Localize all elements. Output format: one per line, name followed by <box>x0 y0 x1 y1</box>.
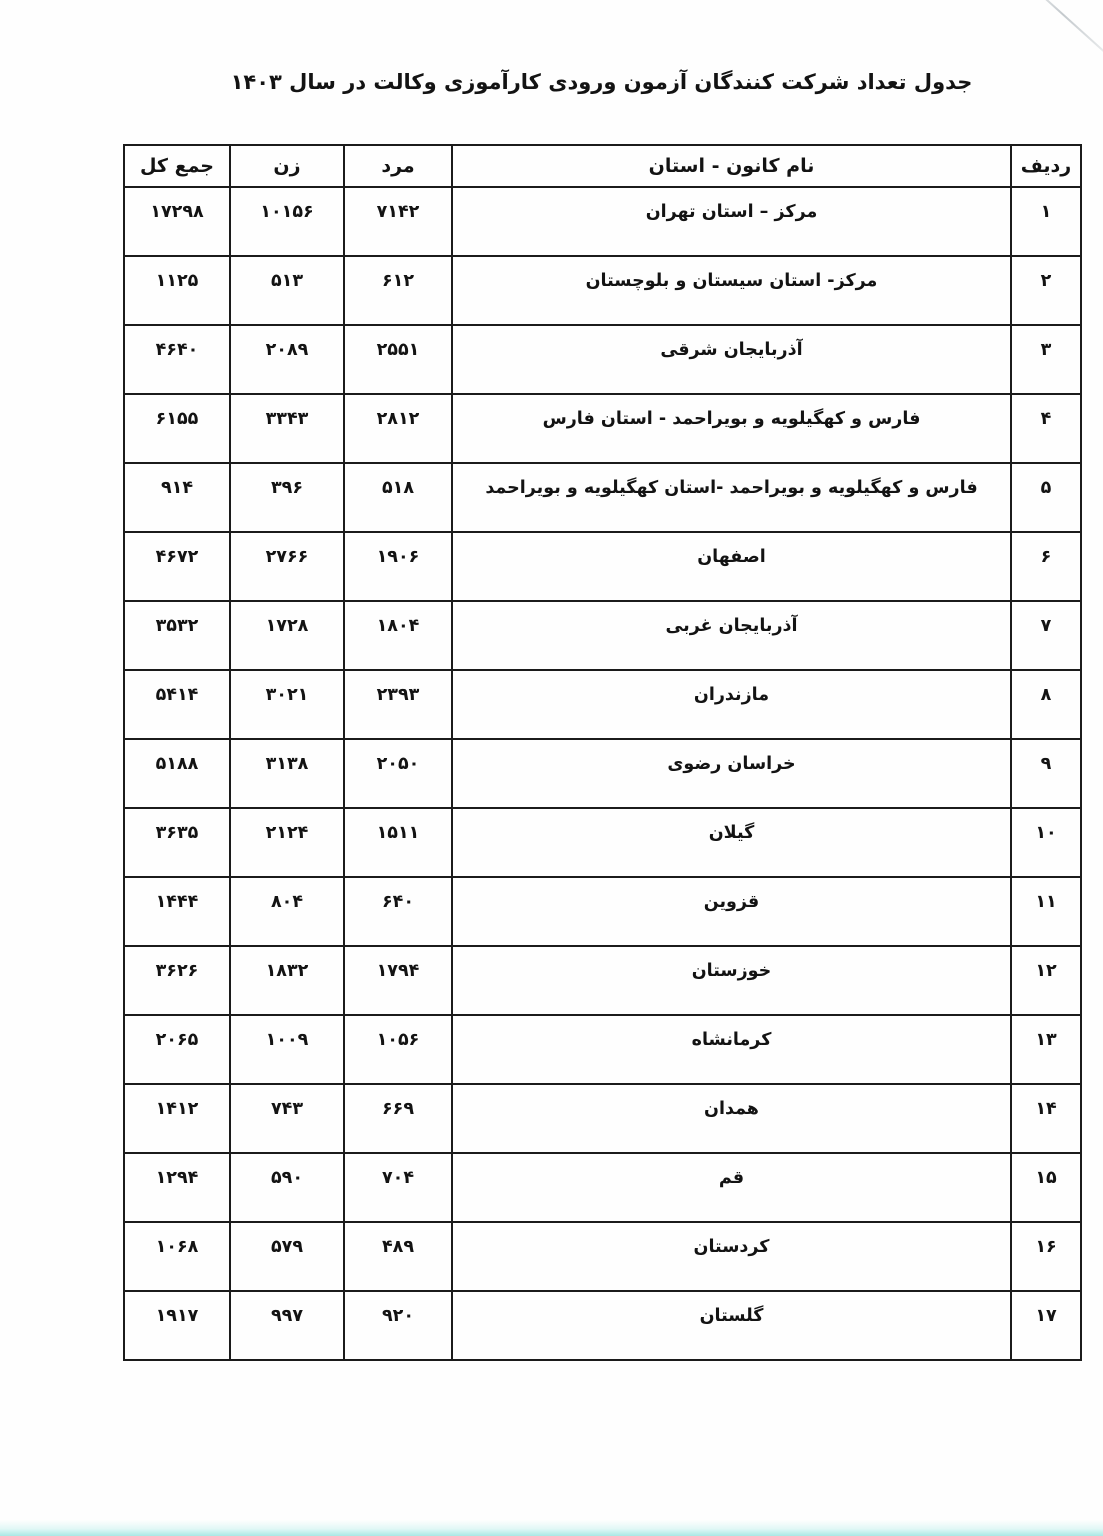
table-row <box>124 187 1081 256</box>
cell-men-count: ۴۸۹ <box>344 1222 452 1291</box>
table-row <box>124 877 1081 946</box>
cell-row-number: ۵ <box>1011 463 1081 532</box>
cell-province-name: مرکز- استان سیستان و بلوچستان <box>452 256 1011 325</box>
header-row <box>124 145 1081 187</box>
cell-row-number: ۸ <box>1011 670 1081 739</box>
cell-women-count: ۹۹۷ <box>230 1291 344 1360</box>
cell-row-number: ۱۶ <box>1011 1222 1081 1291</box>
cell-province-name: کرمانشاه <box>452 1015 1011 1084</box>
cell-men-count: ۲۰۵۰ <box>344 739 452 808</box>
cell-total-count: ۱۰۶۸ <box>124 1222 230 1291</box>
header-row-number: ردیف <box>1011 145 1081 187</box>
cell-row-number: ۱۳ <box>1011 1015 1081 1084</box>
cell-men-count: ۱۵۱۱ <box>344 808 452 877</box>
cell-total-count: ۴۶۴۰ <box>124 325 230 394</box>
cell-row-number: ۱۴ <box>1011 1084 1081 1153</box>
table-row <box>124 1153 1081 1222</box>
header-total: جمع کل <box>124 145 230 187</box>
table-header <box>124 145 1081 187</box>
cell-row-number: ۱۵ <box>1011 1153 1081 1222</box>
header-women: زن <box>230 145 344 187</box>
cell-women-count: ۷۴۳ <box>230 1084 344 1153</box>
cell-women-count: ۳۹۶ <box>230 463 344 532</box>
cell-province-name: قزوین <box>452 877 1011 946</box>
cell-province-name: قم <box>452 1153 1011 1222</box>
cell-women-count: ۲۱۲۴ <box>230 808 344 877</box>
table-row <box>124 394 1081 463</box>
cell-province-name: گلستان <box>452 1291 1011 1360</box>
cell-men-count: ۱۹۰۶ <box>344 532 452 601</box>
cell-men-count: ۲۵۵۱ <box>344 325 452 394</box>
cell-men-count: ۹۲۰ <box>344 1291 452 1360</box>
cell-men-count: ۶۶۹ <box>344 1084 452 1153</box>
participants-table <box>123 144 1082 1361</box>
table-row <box>124 256 1081 325</box>
table-row <box>124 1291 1081 1360</box>
cell-women-count: ۲۷۶۶ <box>230 532 344 601</box>
table-row <box>124 670 1081 739</box>
cell-total-count: ۲۰۶۵ <box>124 1015 230 1084</box>
cell-province-name: خوزستان <box>452 946 1011 1015</box>
cell-row-number: ۹ <box>1011 739 1081 808</box>
cell-total-count: ۱۹۱۷ <box>124 1291 230 1360</box>
cell-total-count: ۱۲۹۴ <box>124 1153 230 1222</box>
cell-women-count: ۱۰۰۹ <box>230 1015 344 1084</box>
cell-total-count: ۳۶۳۵ <box>124 808 230 877</box>
cell-province-name: فارس و کهگیلویه و بویراحمد - استان فارس <box>452 394 1011 463</box>
cell-women-count: ۵۱۳ <box>230 256 344 325</box>
table-row <box>124 463 1081 532</box>
table-row <box>124 601 1081 670</box>
cell-total-count: ۱۴۱۲ <box>124 1084 230 1153</box>
cell-total-count: ۴۶۷۲ <box>124 532 230 601</box>
cell-total-count: ۱۴۴۴ <box>124 877 230 946</box>
cell-row-number: ۷ <box>1011 601 1081 670</box>
cell-row-number: ۱۲ <box>1011 946 1081 1015</box>
cell-men-count: ۲۸۱۲ <box>344 394 452 463</box>
cell-province-name: خراسان رضوی <box>452 739 1011 808</box>
table-row <box>124 1084 1081 1153</box>
cell-row-number: ۶ <box>1011 532 1081 601</box>
cell-women-count: ۸۰۴ <box>230 877 344 946</box>
cell-province-name: مرکز – استان تهران <box>452 187 1011 256</box>
cell-women-count: ۱۸۳۲ <box>230 946 344 1015</box>
cell-province-name: گیلان <box>452 808 1011 877</box>
cell-row-number: ۳ <box>1011 325 1081 394</box>
scan-crease-artifact <box>1015 0 1103 67</box>
table-row <box>124 946 1081 1015</box>
cell-men-count: ۷۰۴ <box>344 1153 452 1222</box>
cell-province-name: آذربایجان شرقی <box>452 325 1011 394</box>
cell-women-count: ۵۷۹ <box>230 1222 344 1291</box>
cell-women-count: ۵۹۰ <box>230 1153 344 1222</box>
cell-women-count: ۳۰۲۱ <box>230 670 344 739</box>
scan-edge-artifact <box>0 1520 1103 1536</box>
cell-row-number: ۴ <box>1011 394 1081 463</box>
cell-women-count: ۳۱۳۸ <box>230 739 344 808</box>
cell-total-count: ۹۱۴ <box>124 463 230 532</box>
cell-province-name: همدان <box>452 1084 1011 1153</box>
cell-province-name: مازندران <box>452 670 1011 739</box>
cell-row-number: ۱ <box>1011 187 1081 256</box>
cell-province-name: کردستان <box>452 1222 1011 1291</box>
table-row <box>124 1222 1081 1291</box>
cell-total-count: ۱۷۲۹۸ <box>124 187 230 256</box>
table-row <box>124 532 1081 601</box>
document-title: جدول تعداد شرکت کنندگان آزمون ورودی کارآموزی وکالت در سال ۱۴۰۳ <box>230 70 973 94</box>
cell-row-number: ۱۱ <box>1011 877 1081 946</box>
cell-men-count: ۶۴۰ <box>344 877 452 946</box>
cell-total-count: ۳۶۲۶ <box>124 946 230 1015</box>
cell-men-count: ۶۱۲ <box>344 256 452 325</box>
header-province-name: نام کانون - استان <box>452 145 1011 187</box>
cell-total-count: ۳۵۳۲ <box>124 601 230 670</box>
cell-men-count: ۲۳۹۳ <box>344 670 452 739</box>
table-row <box>124 1015 1081 1084</box>
cell-women-count: ۱۷۲۸ <box>230 601 344 670</box>
cell-total-count: ۱۱۲۵ <box>124 256 230 325</box>
cell-row-number: ۱۰ <box>1011 808 1081 877</box>
cell-women-count: ۱۰۱۵۶ <box>230 187 344 256</box>
table-body <box>124 187 1081 1360</box>
cell-men-count: ۱۷۹۴ <box>344 946 452 1015</box>
table-row <box>124 325 1081 394</box>
cell-women-count: ۲۰۸۹ <box>230 325 344 394</box>
cell-row-number: ۲ <box>1011 256 1081 325</box>
cell-row-number: ۱۷ <box>1011 1291 1081 1360</box>
cell-women-count: ۳۳۴۳ <box>230 394 344 463</box>
cell-men-count: ۷۱۴۲ <box>344 187 452 256</box>
cell-province-name: فارس و کهگیلویه و بویراحمد -استان کهگیلویه و بویراحمد <box>452 463 1011 532</box>
cell-total-count: ۵۱۸۸ <box>124 739 230 808</box>
table-row <box>124 739 1081 808</box>
cell-men-count: ۵۱۸ <box>344 463 452 532</box>
table-row <box>124 808 1081 877</box>
cell-province-name: اصفهان <box>452 532 1011 601</box>
cell-total-count: ۵۴۱۴ <box>124 670 230 739</box>
cell-men-count: ۱۰۵۶ <box>344 1015 452 1084</box>
cell-total-count: ۶۱۵۵ <box>124 394 230 463</box>
cell-province-name: آذربایجان غربی <box>452 601 1011 670</box>
header-men: مرد <box>344 145 452 187</box>
cell-men-count: ۱۸۰۴ <box>344 601 452 670</box>
